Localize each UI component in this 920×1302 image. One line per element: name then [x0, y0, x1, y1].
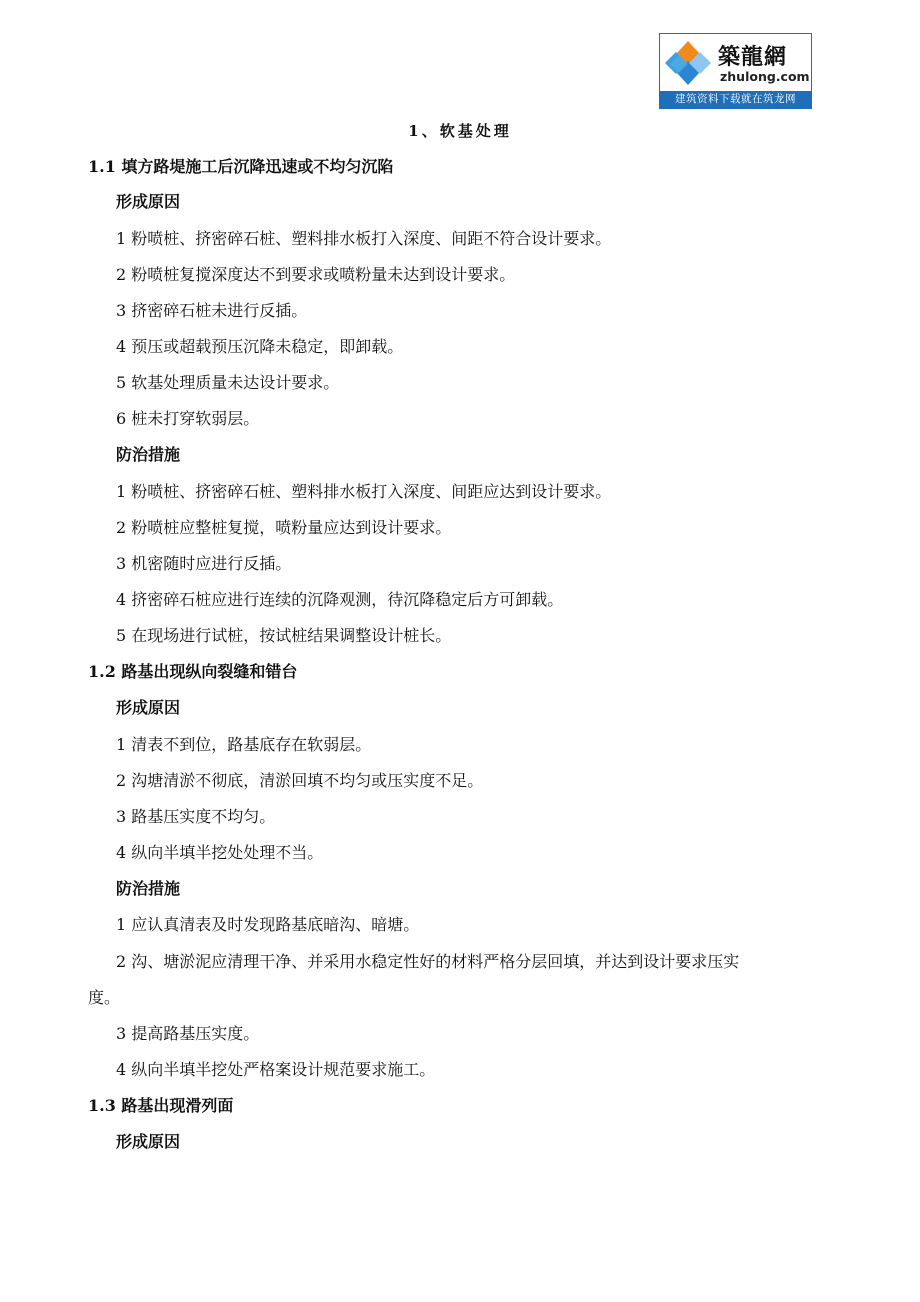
subheading-measures-1-1: 防治措施: [116, 445, 181, 464]
measure-item: 1 粉喷桩、挤密碎石桩、塑料排水板打入深度、间距应达到设计要求。: [116, 482, 612, 501]
document-title: 1、软基处理: [408, 122, 512, 140]
cause-item: 1 粉喷桩、挤密碎石桩、塑料排水板打入深度、间距不符合设计要求。: [116, 229, 612, 248]
cause-item: 3 路基压实度不均匀。: [116, 807, 276, 826]
measure-item: 5 在现场进行试桩，按试桩结果调整设计桩长。: [116, 626, 452, 645]
section-heading-1-2: 1.2 路基出现纵向裂缝和错台: [88, 662, 298, 681]
cause-item: 3 挤密碎石桩未进行反插。: [116, 301, 308, 320]
section-heading-1-1: 1.1 填方路堤施工后沉降迅速或不均匀沉陷: [88, 157, 394, 176]
subheading-causes-1-2: 形成原因: [116, 698, 181, 717]
cause-item: 5 软基处理质量未达设计要求。: [116, 373, 340, 392]
cause-item: 6 桩未打穿软弱层。: [116, 409, 260, 428]
cause-item: 2 粉喷桩复搅深度达不到要求或喷粉量未达到设计要求。: [116, 265, 516, 284]
measure-item: 2 粉喷桩应整桩复搅，喷粉量应达到设计要求。: [116, 518, 452, 537]
measure-item: 2 沟、塘淤泥应清理干净、并采用水稳定性好的材料严格分层回填，并达到设计要求压实: [116, 952, 740, 971]
logo-header: [660, 34, 811, 91]
logo-diamond-icon: [663, 39, 713, 87]
measure-item: 4 挤密碎石桩应进行连续的沉降观测，待沉降稳定后方可卸载。: [116, 590, 564, 609]
logo-url: zhulong.com: [720, 69, 810, 84]
subheading-causes-1-3: 形成原因: [116, 1132, 181, 1151]
cause-item: 4 预压或超载预压沉降未稳定，即卸载。: [116, 337, 404, 356]
logo-name: 築龍網: [718, 44, 788, 70]
section-heading-1-3: 1.3 路基出现滑列面: [88, 1096, 234, 1115]
logo-tagline: 建筑资料下载就在筑龙网: [660, 91, 811, 108]
measure-item: 4 纵向半填半挖处严格案设计规范要求施工。: [116, 1060, 436, 1079]
cause-item: 1 清表不到位，路基底存在软弱层。: [116, 735, 372, 754]
measure-item-continuation: 度。: [88, 988, 121, 1007]
cause-item: 2 沟塘清淤不彻底，清淤回填不均匀或压实度不足。: [116, 771, 484, 790]
cause-item: 4 纵向半填半挖处处理不当。: [116, 843, 324, 862]
subheading-measures-1-2: 防治措施: [116, 879, 181, 898]
subheading-causes-1-1: 形成原因: [116, 192, 181, 211]
measure-item: 3 提高路基压实度。: [116, 1024, 260, 1043]
measure-item: 3 机密随时应进行反插。: [116, 554, 292, 573]
zhulong-logo: [659, 33, 812, 109]
measure-item: 1 应认真清表及时发现路基底暗沟、暗塘。: [116, 915, 420, 934]
